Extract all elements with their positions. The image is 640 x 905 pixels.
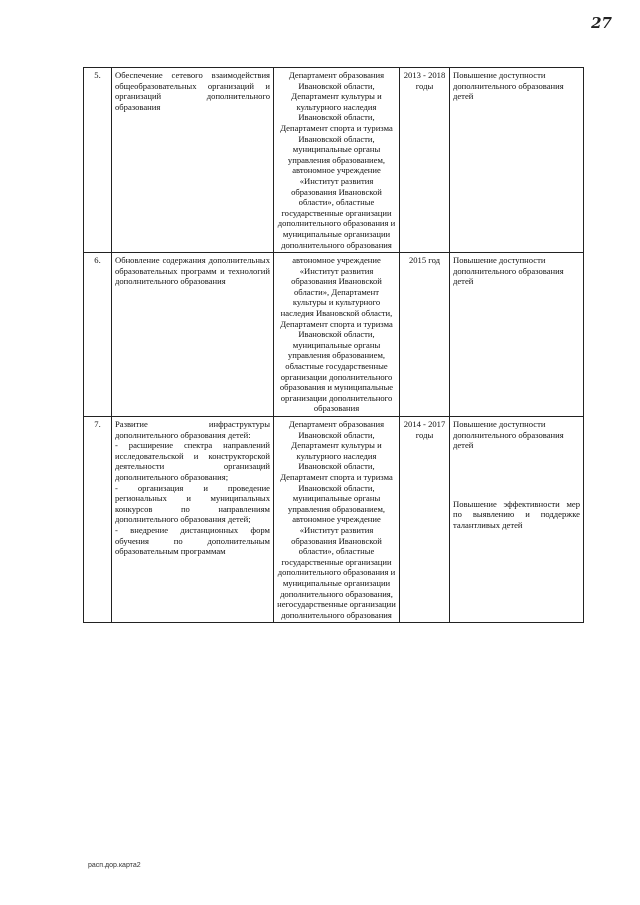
action-title: Развитие инфраструктуры дополнительного образования детей: [115,419,270,440]
action-cell: Обновление содержания дополнительных образовательных программ и технологий дополнительного образования [112,253,274,417]
table-row [84,417,584,623]
action-cell [112,417,274,623]
executors-cell: автономное учреждение «Институт развития образования Ивановской области», Департамент культуры и культурного наследия Ивановской области, Департамент спорта и туризма Ивановской области, муниципальные органы управления образованием, областные государственные организации дополнительного образования и муниципальные организации дополнительного образования [274,253,400,417]
result-cell: Повышение доступности дополнительного образования детей [450,68,584,253]
action-item: - расширение спектра направлений исследовательской и конструкторской деятельности организаций дополнительного образования; [115,440,270,482]
result-item: Повышение доступности дополнительного образования детей [453,419,564,451]
table-row [84,253,584,417]
row-number: 6. [84,253,112,417]
result-spacer [453,451,580,499]
action-item: - организация и проведение региональных и муниципальных конкурсов по направлениям дополнительного образования детей; [115,482,270,525]
result-cell: Повышение доступности дополнительного образования детей [450,253,584,417]
roadmap-table [83,67,584,623]
table-row [84,68,584,253]
executors-cell: Департамент образования Ивановской области, Департамент культуры и культурного наследия Ивановской области, Департамент спорта и туризма Ивановской области, муниципальные органы управления образованием, автономное учреждение «Институт развития образования Ивановской области», областные государственные организации дополнительного образования и муниципальные организации дополнительного образования [274,68,400,253]
period-cell: 2013 - 2018 годы [400,68,450,253]
action-cell: Обеспечение сетевого взаимодействия общеобразовательных организаций и организаций дополнительного образования [112,68,274,253]
executors-cell: Департамент образования Ивановской области, Департамент культуры и культурного наследия Ивановской области, Департамент спорта и туризма Ивановской области, муниципальные органы управления образованием, автономное учреждение «Институт развития образования Ивановской области», областные государственные организации дополнительного образования и муниципальные организации дополнительного образования, негосударственные организации дополнительного образования [274,417,400,623]
result-item: Повышение эффективности мер по выявлению и поддержке талантливых детей [453,498,580,530]
footer-filename: расп.дор.карта2 [88,862,141,869]
period-cell: 2014 - 2017 годы [400,417,450,623]
result-cell [450,417,584,623]
period-cell: 2015 год [400,253,450,417]
action-item: - внедрение дистанционных форм обучения по дополнительным образовательным программам [115,524,270,557]
page-number: 27 [591,14,612,32]
row-number: 7. [84,417,112,623]
row-number: 5. [84,68,112,253]
